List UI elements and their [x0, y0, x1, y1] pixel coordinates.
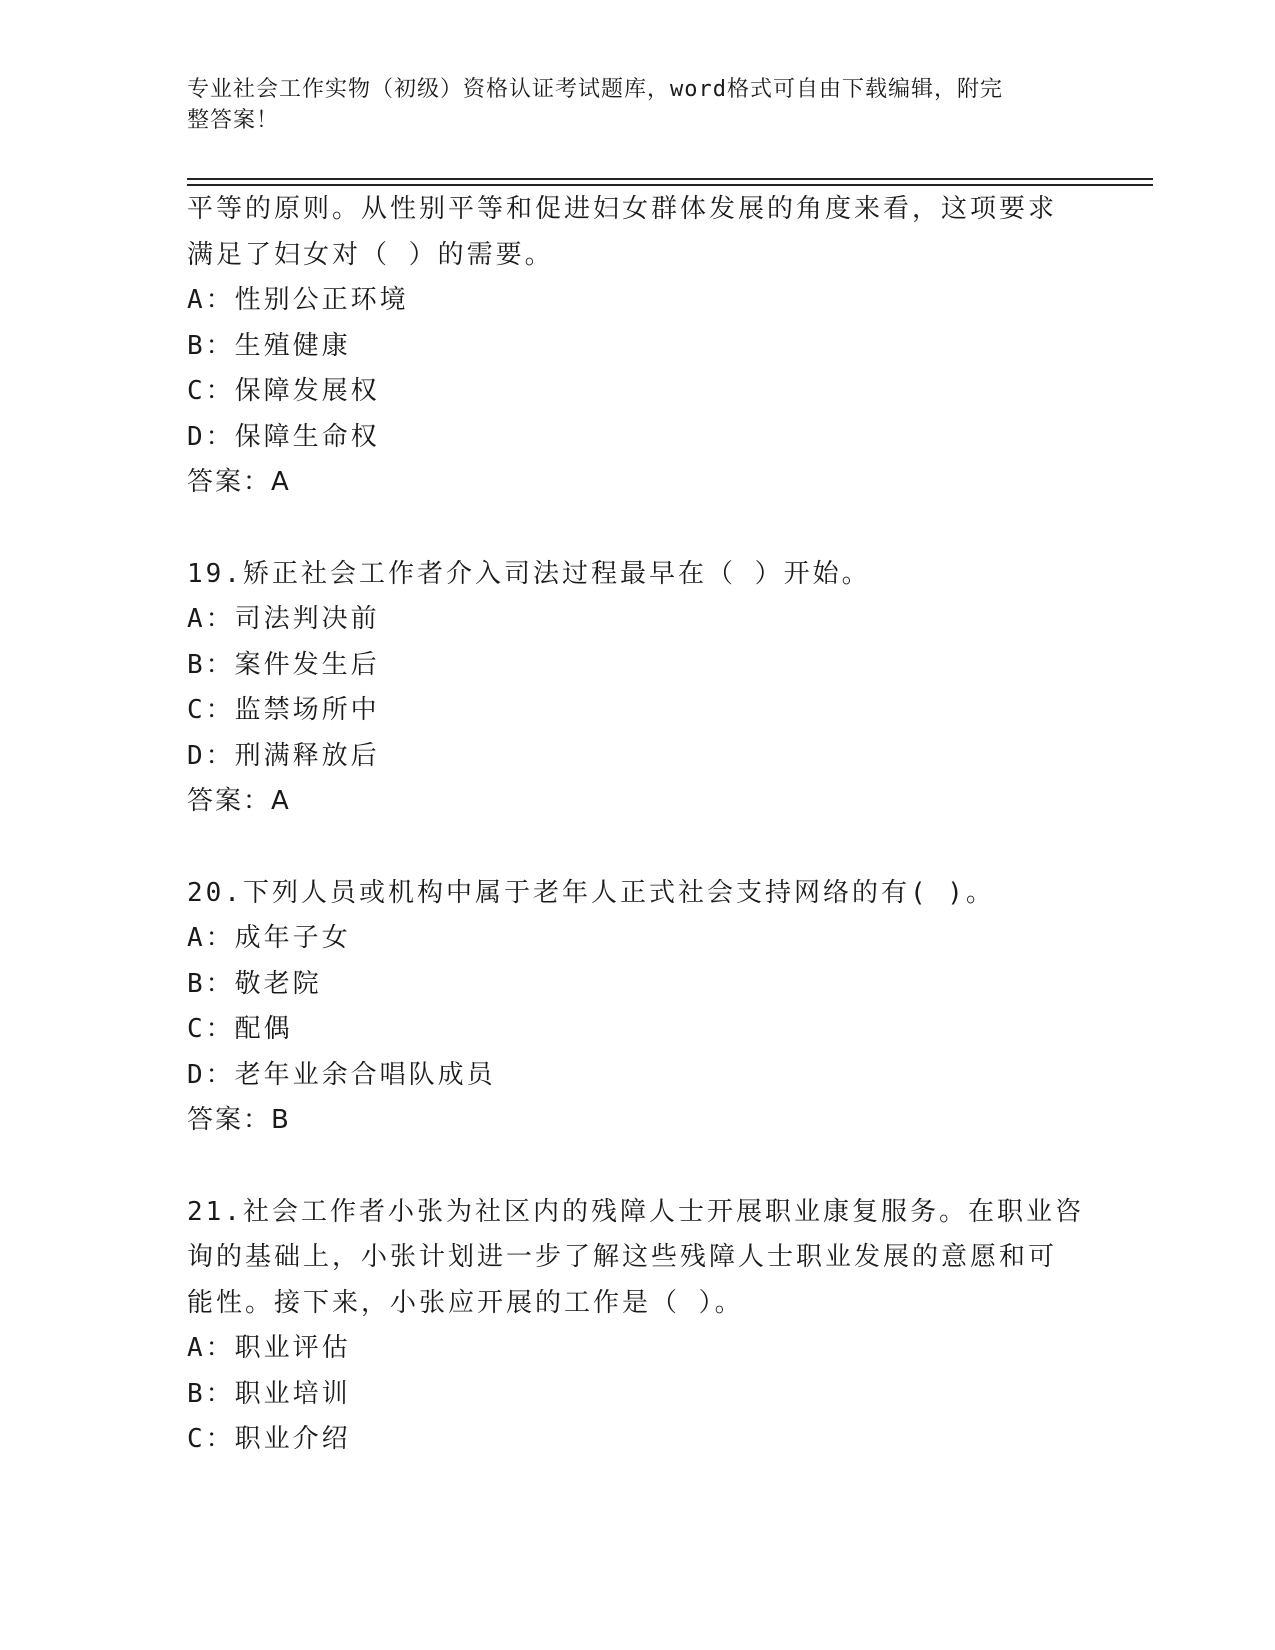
option-c: C：职业介绍 — [187, 1424, 351, 1454]
option-c: C：配偶 — [187, 1014, 293, 1044]
question-stem: 平等的原则。从性别平等和促进妇女群体发展的角度来看，这项要求 — [187, 194, 1058, 224]
question-20 — [187, 871, 1087, 1144]
question-21 — [187, 1190, 1087, 1463]
question-stem: 20.下列人员或机构中属于老年人正式社会支持网络的有( )。 — [187, 877, 995, 908]
page-header — [187, 74, 1067, 136]
header-divider-top — [187, 178, 1153, 180]
option-c: C：监禁场所中 — [187, 695, 380, 725]
answer-label: 答案：A — [187, 467, 291, 497]
question-18 — [187, 187, 1087, 506]
option-c: C：保障发展权 — [187, 376, 380, 406]
question-list — [187, 187, 1087, 1463]
option-a: A：司法判决前 — [187, 604, 380, 634]
header-line-2: 整答案！ — [187, 108, 280, 133]
question-stem: 询的基础上，小张计划进一步了解这些残障人士职业发展的意愿和可 — [187, 1242, 1058, 1272]
option-d: D：老年业余合唱队成员 — [187, 1059, 496, 1090]
option-a: A：职业评估 — [187, 1333, 351, 1363]
spacer — [187, 506, 1087, 552]
option-b: B：案件发生后 — [187, 649, 380, 680]
question-stem: 满足了妇女对（ ）的需要。 — [187, 239, 554, 270]
option-d: D：刑满释放后 — [187, 740, 380, 771]
answer-label: 答案：B — [187, 1105, 291, 1135]
option-a: A：性别公正环境 — [187, 285, 409, 315]
option-b: B：职业培训 — [187, 1378, 351, 1409]
option-b: B：敬老院 — [187, 968, 322, 999]
spacer — [187, 1144, 1087, 1190]
question-stem: 19.矫正社会工作者介入司法过程最早在（ ）开始。 — [187, 558, 871, 589]
spacer — [187, 825, 1087, 871]
answer-label: 答案：A — [187, 786, 291, 816]
question-19 — [187, 552, 1087, 825]
question-stem: 21.社会工作者小张为社区内的残障人士开展职业康复服务。在职业咨 — [187, 1196, 1084, 1227]
header-divider-bottom — [187, 184, 1153, 186]
option-b: B：生殖健康 — [187, 330, 351, 361]
option-d: D：保障生命权 — [187, 421, 380, 452]
header-line-1: 专业社会工作实物（初级）资格认证考试题库，word格式可自由下载编辑，附完 — [187, 77, 1003, 102]
option-a: A：成年子女 — [187, 923, 351, 953]
question-stem: 能性。接下来，小张应开展的工作是（ ）。 — [187, 1287, 744, 1318]
